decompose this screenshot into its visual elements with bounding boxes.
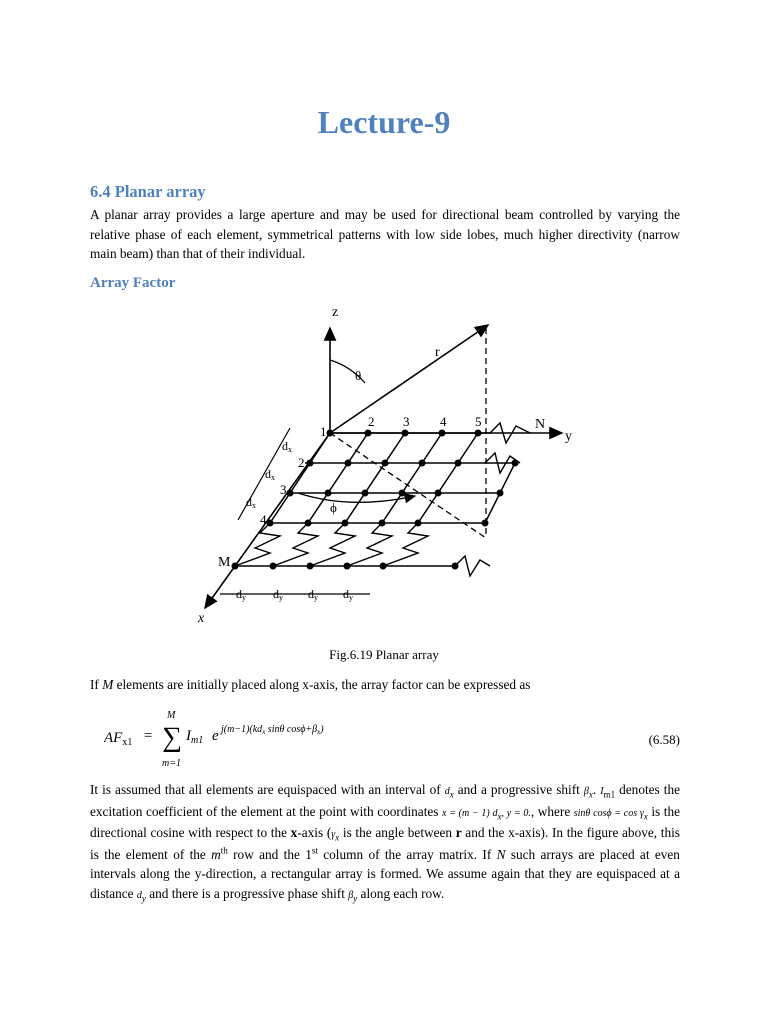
- y-label: y: [565, 429, 572, 444]
- section-heading: 6.4 Planar array: [90, 182, 206, 201]
- eq-sum-top: M: [167, 710, 176, 721]
- r-label: r: [435, 345, 440, 360]
- col-2-label: 2: [368, 414, 375, 429]
- theta-label: θ: [355, 368, 362, 383]
- x-label: x: [198, 611, 205, 626]
- equation-number: (6.58): [648, 732, 680, 747]
- planar-array-diagram: [190, 298, 590, 633]
- eq-lhs: $AF_{x1}$: [104, 730, 133, 748]
- n-label: N: [535, 417, 546, 432]
- planar-array-figure: [190, 298, 590, 633]
- figure-caption: Fig.6.19 Planar array: [329, 647, 439, 662]
- dy-label-1: dy: [236, 587, 246, 602]
- array-factor-intro: If M elements are initially placed along x-axis, the array factor can be expressed as: [90, 677, 531, 692]
- array-elements: [232, 430, 519, 570]
- x-axis: [205, 433, 330, 608]
- col-4-label: 4: [440, 414, 447, 429]
- eq-exp-base: e: [212, 728, 219, 744]
- dx-label-3: dx: [246, 495, 256, 510]
- dy-label-4: dy: [343, 587, 353, 602]
- row-2-label: 2: [298, 455, 305, 470]
- dx-label-1: dx: [282, 439, 292, 454]
- col-5-label: 5: [475, 414, 482, 429]
- phi-label: ϕ: [330, 500, 337, 515]
- col-1-label: 1: [320, 424, 327, 439]
- eq-sigma: ∑: [162, 722, 182, 753]
- eq-exponent: $j(m-1)(kd_x$ sinθ $\cos\phi+\beta_x$): [221, 724, 324, 736]
- col-3-label: 3: [403, 414, 410, 429]
- z-label: z: [332, 305, 339, 320]
- grid-columns: [270, 433, 515, 523]
- row-4-label: 4: [260, 512, 267, 527]
- row-3-label: 3: [280, 482, 287, 497]
- equation-graphic: [104, 708, 664, 768]
- eq-coef: $I_{m1}$: [186, 728, 204, 746]
- lecture-title: Lecture-9: [317, 104, 451, 140]
- eq-equals: =: [144, 728, 153, 744]
- intro-paragraph: A planar array provides a large aperture and may be used for directional beam controlled by varying the relative phase of each element, symmetrical patterns with low side lobes, much higher directivity (narrow main beam) than that of their individual.: [90, 207, 680, 261]
- dx-label-2: dx: [265, 467, 275, 482]
- grid-rows: [235, 433, 515, 566]
- body-paragraph: It is assumed that all elements are equispaced with an interval of $d_x$ and a progressive shift $\beta_x$. $I_{m1}$ denotes the excitation coefficient of the element at the point with coordinates x = (m − 1) $d_x$, y = 0., where sinθ $\cos\phi = \cos \gamma_x$ is the directional cosine with respect to the x-axis ($\gamma_x$ is the angle between r and the x-axis). In the figure above, this is the element of the $m^{th}$ row and the 1st column of the array matrix. If N such arrays are placed at even intervals along the y-direction, a rectangular array is formed. We assume again that they are equispaced at a distance $d_y$ and there is a progressive phase shift $\beta_y$ along each row.: [90, 782, 681, 904]
- subsection-heading: Array Factor: [90, 275, 176, 291]
- eq-sum-bottom: m=1: [162, 758, 181, 768]
- equation-6-58: [104, 708, 680, 768]
- dy-label-3: dy: [308, 587, 318, 602]
- m-label: M: [218, 555, 231, 570]
- dy-label-2: dy: [273, 587, 283, 602]
